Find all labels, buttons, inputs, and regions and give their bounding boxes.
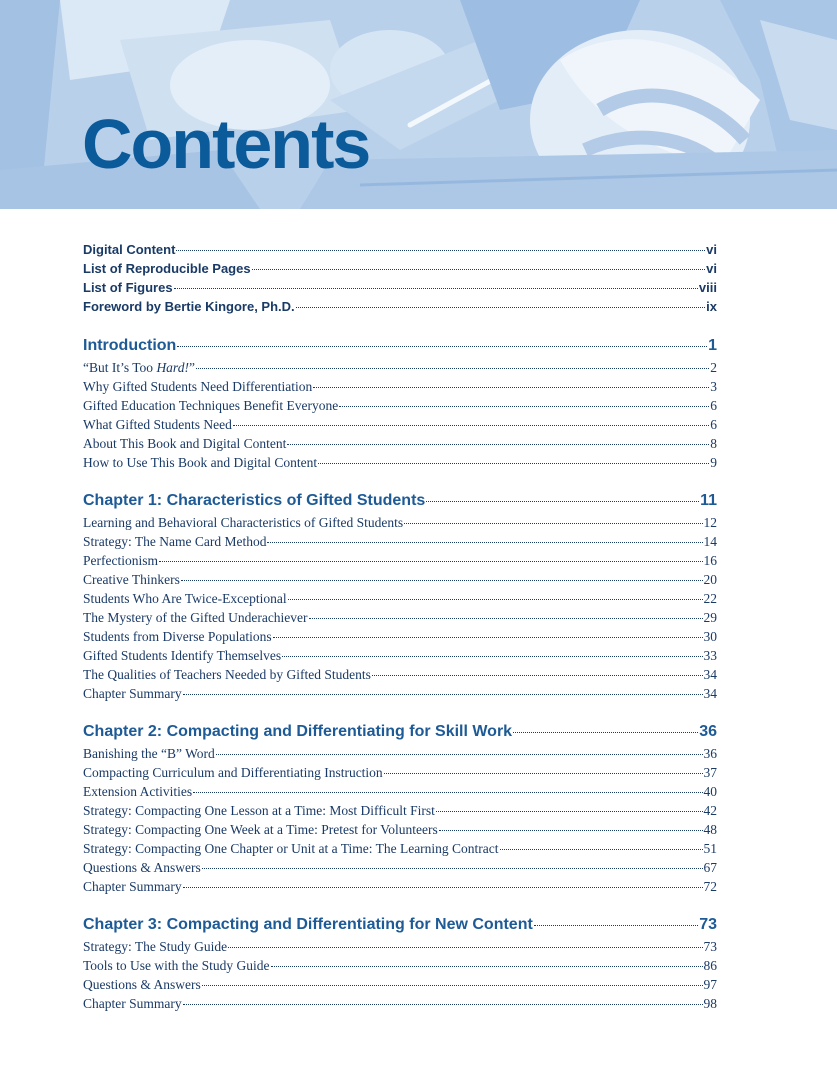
toc-entry-label: What Gifted Students Need xyxy=(83,417,232,432)
dot-leader xyxy=(183,1004,703,1005)
toc-entry-label: Strategy: The Study Guide xyxy=(83,939,228,954)
toc-entry-label: Students from Diverse Populations xyxy=(83,629,272,644)
toc-entry-page: viii xyxy=(698,280,717,295)
toc-entry[interactable] xyxy=(83,820,717,839)
dot-leader xyxy=(500,849,703,850)
toc-entry-page: 73 xyxy=(703,939,717,954)
toc-entry-label: How to Use This Book and Digital Content xyxy=(83,455,318,470)
dot-leader xyxy=(159,561,703,562)
dot-leader xyxy=(372,675,703,676)
dot-leader xyxy=(439,830,703,831)
toc-entry-page: 36 xyxy=(703,746,717,761)
toc-heading-label: Chapter 1: Characteristics of Gifted Students xyxy=(83,492,426,509)
toc-entry[interactable] xyxy=(83,646,717,665)
toc-entry-page: 98 xyxy=(703,996,717,1011)
toc-entry-page: 20 xyxy=(703,572,717,587)
dot-leader xyxy=(181,580,703,581)
toc-entry[interactable] xyxy=(83,627,717,646)
toc-entry-label: The Qualities of Teachers Needed by Gifted Students xyxy=(83,667,371,682)
dot-leader xyxy=(296,307,706,308)
dot-leader xyxy=(216,754,703,755)
toc-entry[interactable] xyxy=(83,532,717,551)
toc-entry-page: 40 xyxy=(703,784,717,799)
header-banner xyxy=(0,0,837,209)
toc-entry[interactable] xyxy=(83,858,717,877)
toc-entry-page: 22 xyxy=(703,591,717,606)
toc-entry[interactable] xyxy=(83,240,717,259)
chapter-3-section xyxy=(83,914,717,1013)
dot-leader xyxy=(288,599,703,600)
toc-entry-label: Compacting Curriculum and Differentiating Instruction xyxy=(83,765,383,780)
dot-leader xyxy=(287,444,709,445)
toc-heading-label: Chapter 2: Compacting and Differentiating for Skill Work xyxy=(83,723,513,740)
toc-entry-page: 6 xyxy=(710,398,717,413)
dot-leader xyxy=(318,463,709,464)
toc-entry-label-plain: “But It’s Too xyxy=(83,360,157,375)
toc-entry-label: Questions & Answers xyxy=(83,860,201,875)
toc-entry[interactable] xyxy=(83,551,717,570)
introduction-section xyxy=(83,335,717,472)
dot-leader xyxy=(313,387,709,388)
toc-entry-page: 9 xyxy=(710,455,717,470)
table-of-contents xyxy=(83,240,717,1013)
toc-entry[interactable] xyxy=(83,975,717,994)
toc-entry-label: Students Who Are Twice-Exceptional xyxy=(83,591,287,606)
toc-entry-label: The Mystery of the Gifted Underachiever xyxy=(83,610,308,625)
page-title: Contents xyxy=(82,105,370,183)
toc-entry[interactable] xyxy=(83,434,717,453)
toc-entry-label: Perfectionism xyxy=(83,553,158,568)
toc-entry-page: 6 xyxy=(710,417,717,432)
toc-entry-label: Foreword by Bertie Kingore, Ph.D. xyxy=(83,299,295,314)
toc-entry-page: 33 xyxy=(703,648,717,663)
toc-entry-label-italic: Hard! xyxy=(156,360,189,375)
dot-leader xyxy=(436,811,703,812)
toc-entry-label: List of Reproducible Pages xyxy=(83,261,251,276)
chapter-1-section xyxy=(83,490,717,703)
dot-leader xyxy=(233,425,709,426)
toc-heading-page: 73 xyxy=(699,916,717,933)
toc-entry-label: Digital Content xyxy=(83,242,176,257)
dot-leader xyxy=(534,925,698,926)
toc-entry[interactable] xyxy=(83,763,717,782)
dot-leader xyxy=(174,288,698,289)
dot-leader xyxy=(177,346,707,347)
toc-entry-page: 29 xyxy=(703,610,717,625)
toc-entry-page: 12 xyxy=(703,515,717,530)
toc-entry-page: 42 xyxy=(703,803,717,818)
toc-entry[interactable] xyxy=(83,415,717,434)
dot-leader xyxy=(183,887,703,888)
toc-entry-page: 97 xyxy=(703,977,717,992)
toc-entry-label: Why Gifted Students Need Differentiation xyxy=(83,379,313,394)
toc-entry-page: 16 xyxy=(703,553,717,568)
dot-leader xyxy=(176,250,705,251)
dot-leader xyxy=(202,868,703,869)
toc-entry[interactable] xyxy=(83,937,717,956)
toc-entry[interactable] xyxy=(83,665,717,684)
toc-entry[interactable] xyxy=(83,377,717,396)
toc-entry[interactable] xyxy=(83,358,717,377)
toc-entry[interactable] xyxy=(83,259,717,278)
toc-entry-label: Strategy: Compacting One Chapter or Unit at a Time: The Learning Contract xyxy=(83,841,499,856)
toc-entry-label: Learning and Behavioral Characteristics of Gifted Students xyxy=(83,515,404,530)
dot-leader xyxy=(193,792,702,793)
toc-entry[interactable] xyxy=(83,278,717,297)
toc-entry[interactable] xyxy=(83,801,717,820)
toc-entry-label: Chapter Summary xyxy=(83,996,182,1011)
toc-entry-page: ix xyxy=(706,299,717,314)
section-heading-introduction[interactable] xyxy=(83,335,717,357)
dot-leader xyxy=(196,368,709,369)
toc-heading-label: Introduction xyxy=(83,337,177,354)
section-heading-chapter-1[interactable] xyxy=(83,490,717,512)
toc-heading-page: 11 xyxy=(700,492,717,509)
toc-entry-page: 51 xyxy=(703,841,717,856)
toc-heading-page: 1 xyxy=(708,337,717,354)
toc-entry-page: 34 xyxy=(703,686,717,701)
chapter-2-section xyxy=(83,721,717,896)
dot-leader xyxy=(271,966,703,967)
toc-entry[interactable] xyxy=(83,570,717,589)
toc-entry-page: 48 xyxy=(703,822,717,837)
dot-leader xyxy=(252,269,706,270)
toc-entry-label: Gifted Students Identify Themselves xyxy=(83,648,282,663)
toc-entry-label: Banishing the “B” Word xyxy=(83,746,215,761)
dot-leader xyxy=(267,542,702,543)
toc-entry-label: Chapter Summary xyxy=(83,879,182,894)
toc-entry[interactable] xyxy=(83,453,717,472)
dot-leader xyxy=(183,694,703,695)
toc-entry[interactable] xyxy=(83,782,717,801)
toc-entry-page: 2 xyxy=(710,360,717,375)
dot-leader xyxy=(309,618,703,619)
toc-entry-label: About This Book and Digital Content xyxy=(83,436,287,451)
toc-entry-page: vi xyxy=(706,261,717,276)
toc-entry[interactable] xyxy=(83,994,717,1013)
toc-entry-label: List of Figures xyxy=(83,280,173,295)
toc-entry-label: Gifted Education Techniques Benefit Everyone xyxy=(83,398,339,413)
toc-entry-page: 3 xyxy=(710,379,717,394)
section-heading-chapter-3[interactable] xyxy=(83,914,717,936)
toc-entry-page: 72 xyxy=(703,879,717,894)
toc-entry-page: 30 xyxy=(703,629,717,644)
toc-entry-page: 86 xyxy=(703,958,717,973)
toc-entry-label xyxy=(83,358,195,377)
toc-entry-page: 37 xyxy=(703,765,717,780)
dot-leader xyxy=(426,501,699,502)
toc-entry[interactable] xyxy=(83,839,717,858)
dot-leader xyxy=(202,985,703,986)
toc-heading-page: 36 xyxy=(699,723,717,740)
toc-entry[interactable] xyxy=(83,396,717,415)
toc-entry-label-end: ” xyxy=(188,360,195,375)
toc-entry[interactable] xyxy=(83,589,717,608)
toc-entry-page: 67 xyxy=(703,860,717,875)
toc-entry[interactable] xyxy=(83,513,717,532)
toc-entry-page: 14 xyxy=(703,534,717,549)
toc-entry[interactable] xyxy=(83,956,717,975)
dot-leader xyxy=(228,947,702,948)
section-heading-chapter-2[interactable] xyxy=(83,721,717,743)
dot-leader xyxy=(282,656,702,657)
toc-entry-label: Strategy: Compacting One Lesson at a Time: Most Difficult First xyxy=(83,803,435,818)
toc-entry[interactable] xyxy=(83,608,717,627)
dot-leader xyxy=(513,732,698,733)
front-matter-section xyxy=(83,240,717,316)
toc-entry-label: Strategy: The Name Card Method xyxy=(83,534,267,549)
toc-entry-page: vi xyxy=(706,242,717,257)
toc-entry-label: Questions & Answers xyxy=(83,977,201,992)
toc-entry-label: Tools to Use with the Study Guide xyxy=(83,958,270,973)
toc-entry-label: Chapter Summary xyxy=(83,686,182,701)
toc-entry[interactable] xyxy=(83,877,717,896)
toc-entry-label: Extension Activities xyxy=(83,784,193,799)
toc-entry[interactable] xyxy=(83,684,717,703)
toc-entry-page: 34 xyxy=(703,667,717,682)
toc-entry-label: Creative Thinkers xyxy=(83,572,180,587)
dot-leader xyxy=(384,773,703,774)
dot-leader xyxy=(404,523,702,524)
toc-entry[interactable] xyxy=(83,744,717,763)
toc-heading-label: Chapter 3: Compacting and Differentiating for New Content xyxy=(83,916,533,933)
dot-leader xyxy=(273,637,703,638)
dot-leader xyxy=(339,406,709,407)
toc-entry-page: 8 xyxy=(710,436,717,451)
toc-entry[interactable] xyxy=(83,297,717,316)
toc-entry-label: Strategy: Compacting One Week at a Time: Pretest for Volunteers xyxy=(83,822,438,837)
